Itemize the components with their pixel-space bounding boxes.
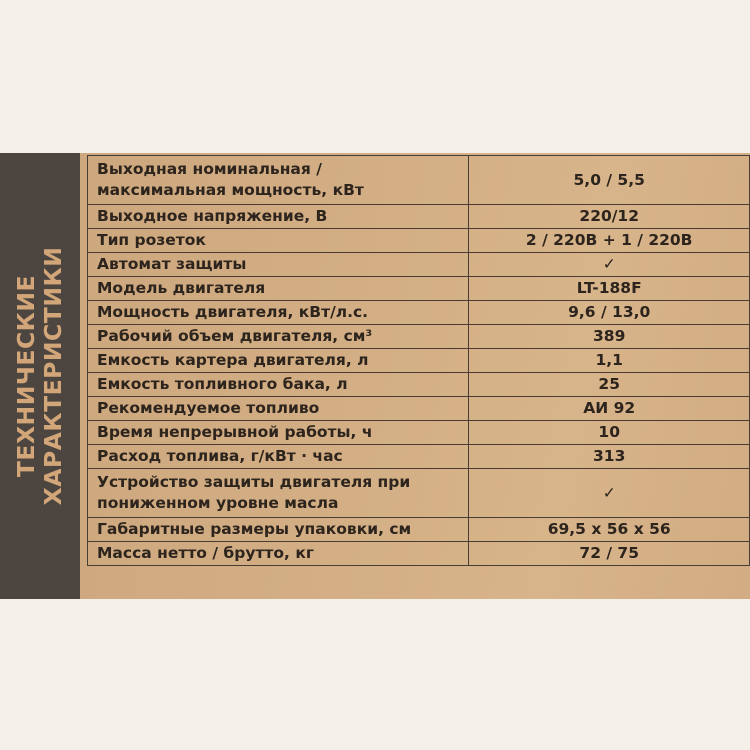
spec-label: Рекомендуемое топливо — [88, 397, 469, 421]
table-row — [88, 518, 750, 542]
spec-value: 5,0 / 5,5 — [469, 156, 750, 205]
spec-value: АИ 92 — [469, 397, 750, 421]
spec-label: Мощность двигателя, кВт/л.с. — [88, 301, 469, 325]
spec-label: Масса нетто / брутто, кг — [88, 542, 469, 566]
spec-value: 2 / 220В + 1 / 220В — [469, 229, 750, 253]
spec-label: Рабочий объем двигателя, см³ — [88, 325, 469, 349]
table-row — [88, 542, 750, 566]
table-row — [88, 469, 750, 518]
table-row — [88, 397, 750, 421]
spec-label: Выходная номинальная / максимальная мощность, кВт — [88, 156, 469, 205]
spec-label: Емкость картера двигателя, л — [88, 349, 469, 373]
spec-label: Емкость топливного бака, л — [88, 373, 469, 397]
spec-label: Время непрерывной работы, ч — [88, 421, 469, 445]
table-row — [88, 205, 750, 229]
spec-label: Тип розеток — [88, 229, 469, 253]
spec-value: 10 — [469, 421, 750, 445]
spec-value: LT-188F — [469, 277, 750, 301]
table-row — [88, 445, 750, 469]
table-row — [88, 373, 750, 397]
spec-label: Модель двигателя — [88, 277, 469, 301]
spec-label: Габаритные размеры упаковки, см — [88, 518, 469, 542]
spec-label: Устройство защиты двигателя при пониженном уровне масла — [88, 469, 469, 518]
table-row — [88, 277, 750, 301]
spec-label: Выходное напряжение, В — [88, 205, 469, 229]
spec-value: 1,1 — [469, 349, 750, 373]
check-icon: ✓ — [469, 253, 750, 277]
check-icon: ✓ — [469, 469, 750, 518]
spec-label: Автомат защиты — [88, 253, 469, 277]
table-row — [88, 349, 750, 373]
spec-value: 220/12 — [469, 205, 750, 229]
table-row — [88, 253, 750, 277]
spec-value: 25 — [469, 373, 750, 397]
section-title-line-2: ХАРАКТЕРИСТИКИ — [39, 246, 67, 506]
section-title-line-1: ТЕХНИЧЕСКИЕ — [12, 274, 40, 478]
spec-value: 69,5 х 56 х 56 — [469, 518, 750, 542]
spec-value: 389 — [469, 325, 750, 349]
section-title — [13, 247, 67, 506]
table-row — [88, 229, 750, 253]
spec-value: 313 — [469, 445, 750, 469]
spec-label: Расход топлива, г/кВт · час — [88, 445, 469, 469]
table-row — [88, 301, 750, 325]
spec-value: 72 / 75 — [469, 542, 750, 566]
table-row — [88, 421, 750, 445]
specifications-table — [87, 155, 750, 566]
spec-value: 9,6 / 13,0 — [469, 301, 750, 325]
table-row — [88, 325, 750, 349]
table-row — [88, 156, 750, 205]
